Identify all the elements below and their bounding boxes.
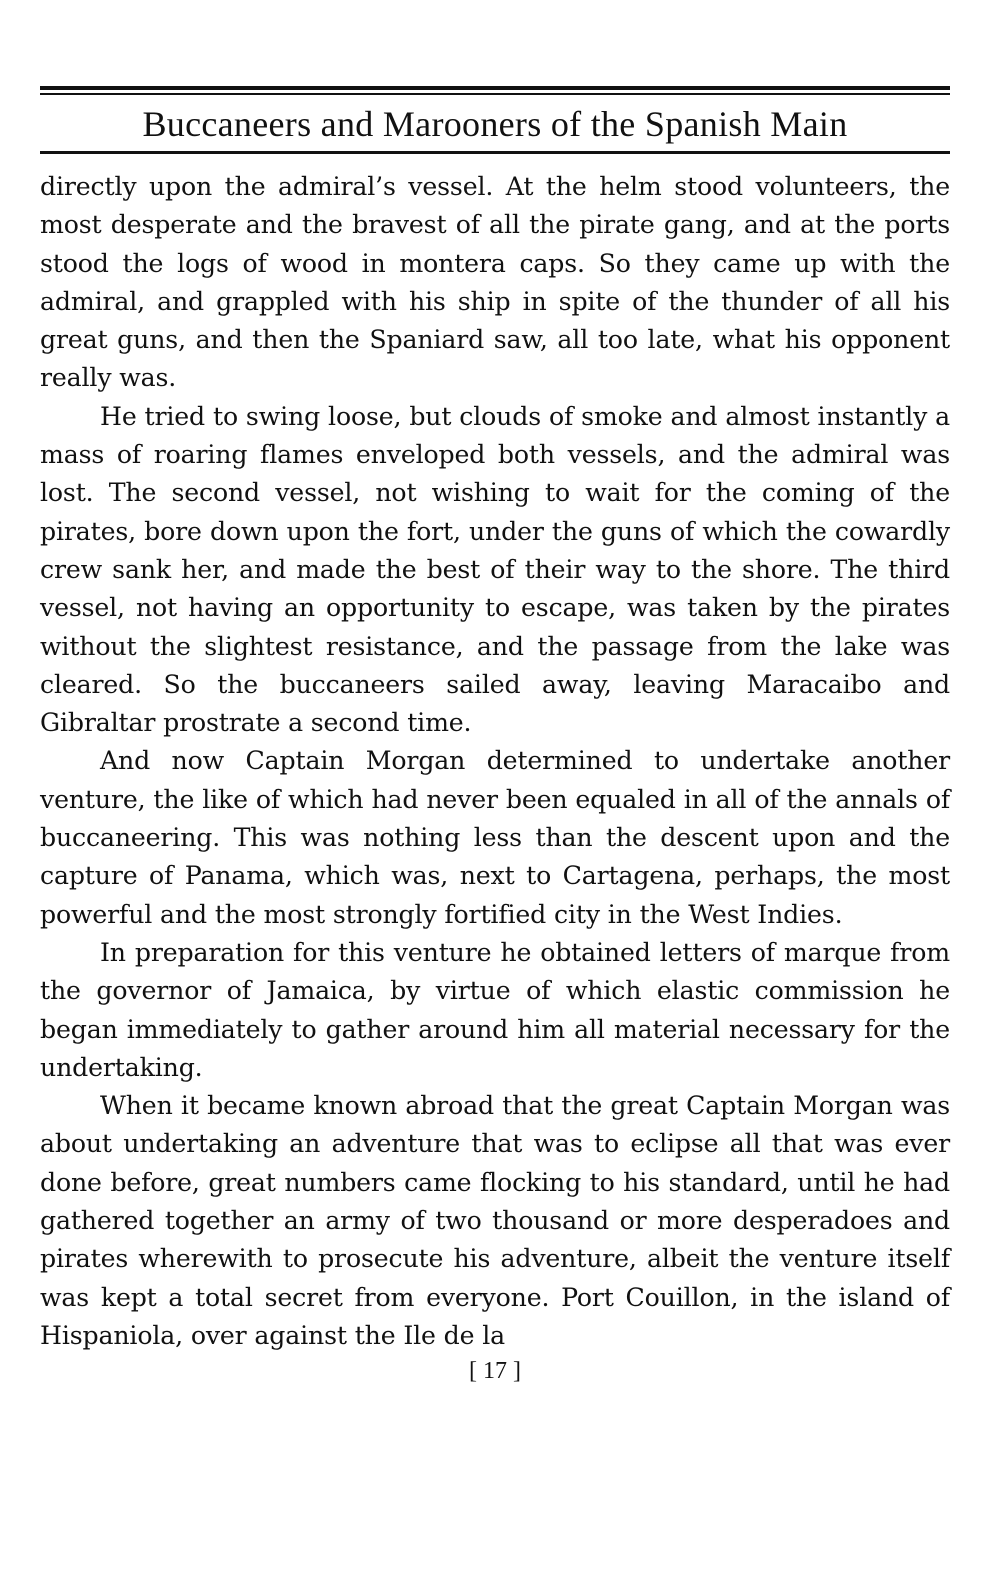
paragraph-3: And now Captain Morgan determined to undertake another venture, the like of which had never been equaled in all of the annals of buccaneering. This was nothing less than the descent upon and the capture of Panama, which was, next to Cartagena, perhaps, the most powerful and the most strongly fortified city in the West Indies.	[40, 746, 950, 929]
paragraph-5: When it became known abroad that the great Captain Morgan was about undertaking an adventure that was to eclipse all that was ever done before, great numbers came flocking to his standard, until he had gathered together an army of two thousand or more desperadoes and pirates wherewith to prosecute his adventure, albeit the venture itself was kept a total secret from everyone. Port Couillon, in the island of Hispaniola, over against the Ile de la	[40, 1091, 950, 1350]
page-number: [ 17 ]	[469, 1358, 521, 1385]
paragraph-1: directly upon the admiral’s vessel. At the helm stood volunteers, the most desperate and the bravest of all the pirate gang, and at the ports stood the logs of wood in montera caps. So they came up with the admiral, and grappled with his ship in spite of the thunder of all his great guns, and then the Spaniard saw, all too late, what his opponent really was.	[40, 172, 950, 393]
paragraph-2: He tried to swing loose, but clouds of smoke and almost instantly a mass of roaring flames enveloped both vessels, and the admiral was lost. The second vessel, not wishing to wait for the coming of the pirates, bore down upon the fort, under the guns of which the cowardly crew sank her, and made the best of their way to the shore. The third vessel, not having an opportunity to escape, was taken by the pirates without the slightest resistance, and the passage from the lake was cleared. So the buccaneers sailed away, leaving Maracaibo and Gibraltar prostrate a second time.	[40, 401, 950, 738]
top-double-rule-thin	[40, 93, 950, 95]
running-head: Buccaneers and Marooners of the Spanish Main	[142, 103, 848, 144]
paragraph-4: In preparation for this venture he obtained letters of marque from the governor of Jamaica, by virtue of which elastic commission he began immediately to gather around him all material necessary for the undertaking.	[40, 937, 950, 1082]
head-rule	[40, 151, 950, 155]
body-text	[40, 168, 950, 1355]
top-double-rule-thick	[40, 86, 950, 90]
book-page	[40, 86, 950, 1385]
